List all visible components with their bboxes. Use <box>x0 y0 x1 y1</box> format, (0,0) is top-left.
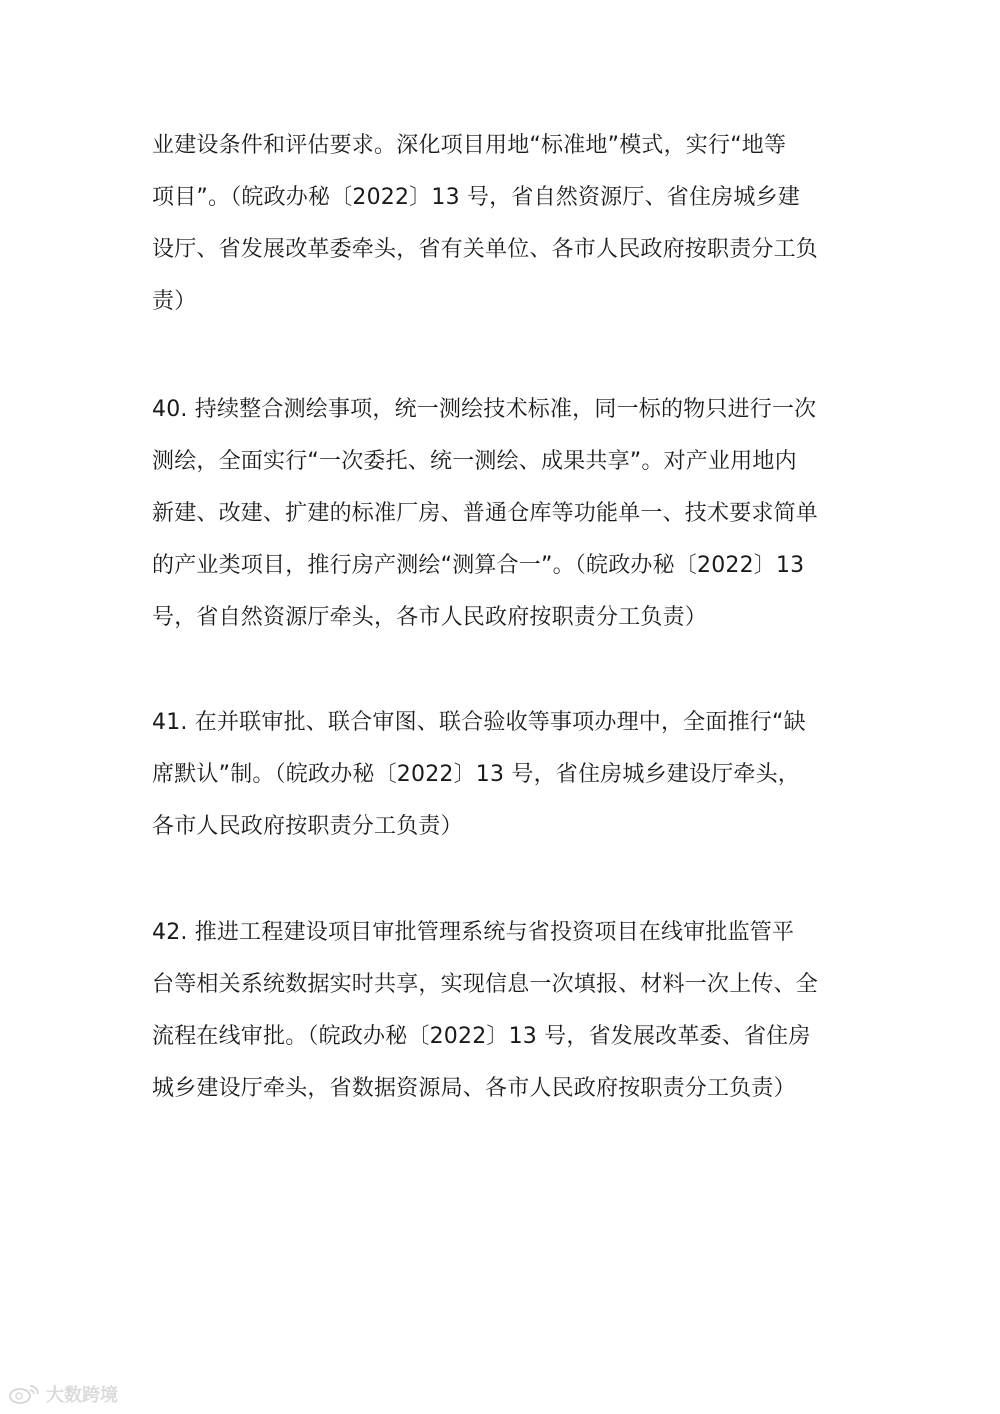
watermark-text: 大数跨境 <box>46 1385 118 1406</box>
text-line: 台等相关系统数据实时共享，实现信息一次填报、材料一次上传、全 <box>152 972 819 997</box>
text-line: 责） <box>152 289 197 314</box>
weibo-logo-icon <box>8 1382 42 1406</box>
paragraph-intro-continuation <box>152 120 852 328</box>
text-line: 测绘，全面实行“一次委托、统一测绘、成果共享”。对产业用地内 <box>152 449 797 474</box>
paragraph-item-41 <box>152 697 852 853</box>
text-line: 40. 持续整合测绘事项，统一测绘技术标准，同一标的物只进行一次 <box>152 397 817 422</box>
text-line: 席默认”制。（皖政办秘〔2022〕13 号，省住房城乡建设厅牵头， <box>152 762 800 787</box>
text-line: 项目”。（皖政办秘〔2022〕13 号，省自然资源厅、省住房城乡建 <box>152 185 800 210</box>
text-line: 业建设条件和评估要求。深化项目用地“标准地”模式，实行“地等 <box>152 133 787 158</box>
text-line: 流程在线审批。（皖政办秘〔2022〕13 号，省发展改革委、省住房 <box>152 1024 811 1049</box>
text-line: 42. 推进工程建设项目审批管理系统与省投资项目在线审批监管平 <box>152 920 795 945</box>
text-line: 41. 在并联审批、联合审图、联合验收等事项办理中，全面推行“缺 <box>152 710 806 735</box>
text-line: 城乡建设厅牵头，省数据资源局、各市人民政府按职责分工负责） <box>152 1076 796 1101</box>
text-line: 号，省自然资源厅牵头，各市人民政府按职责分工负责） <box>152 605 708 630</box>
text-line: 的产业类项目，推行房产测绘“测算合一”。（皖政办秘〔2022〕13 <box>152 553 805 578</box>
text-line: 设厅、省发展改革委牵头，省有关单位、各市人民政府按职责分工负 <box>152 237 819 262</box>
text-line: 各市人民政府按职责分工负责） <box>152 814 463 839</box>
paragraph-item-40 <box>152 384 852 644</box>
watermark <box>8 1380 118 1408</box>
paragraph-item-42 <box>152 907 852 1115</box>
text-line: 新建、改建、扩建的标准厂房、普通仓库等功能单一、技术要求简单 <box>152 501 819 526</box>
